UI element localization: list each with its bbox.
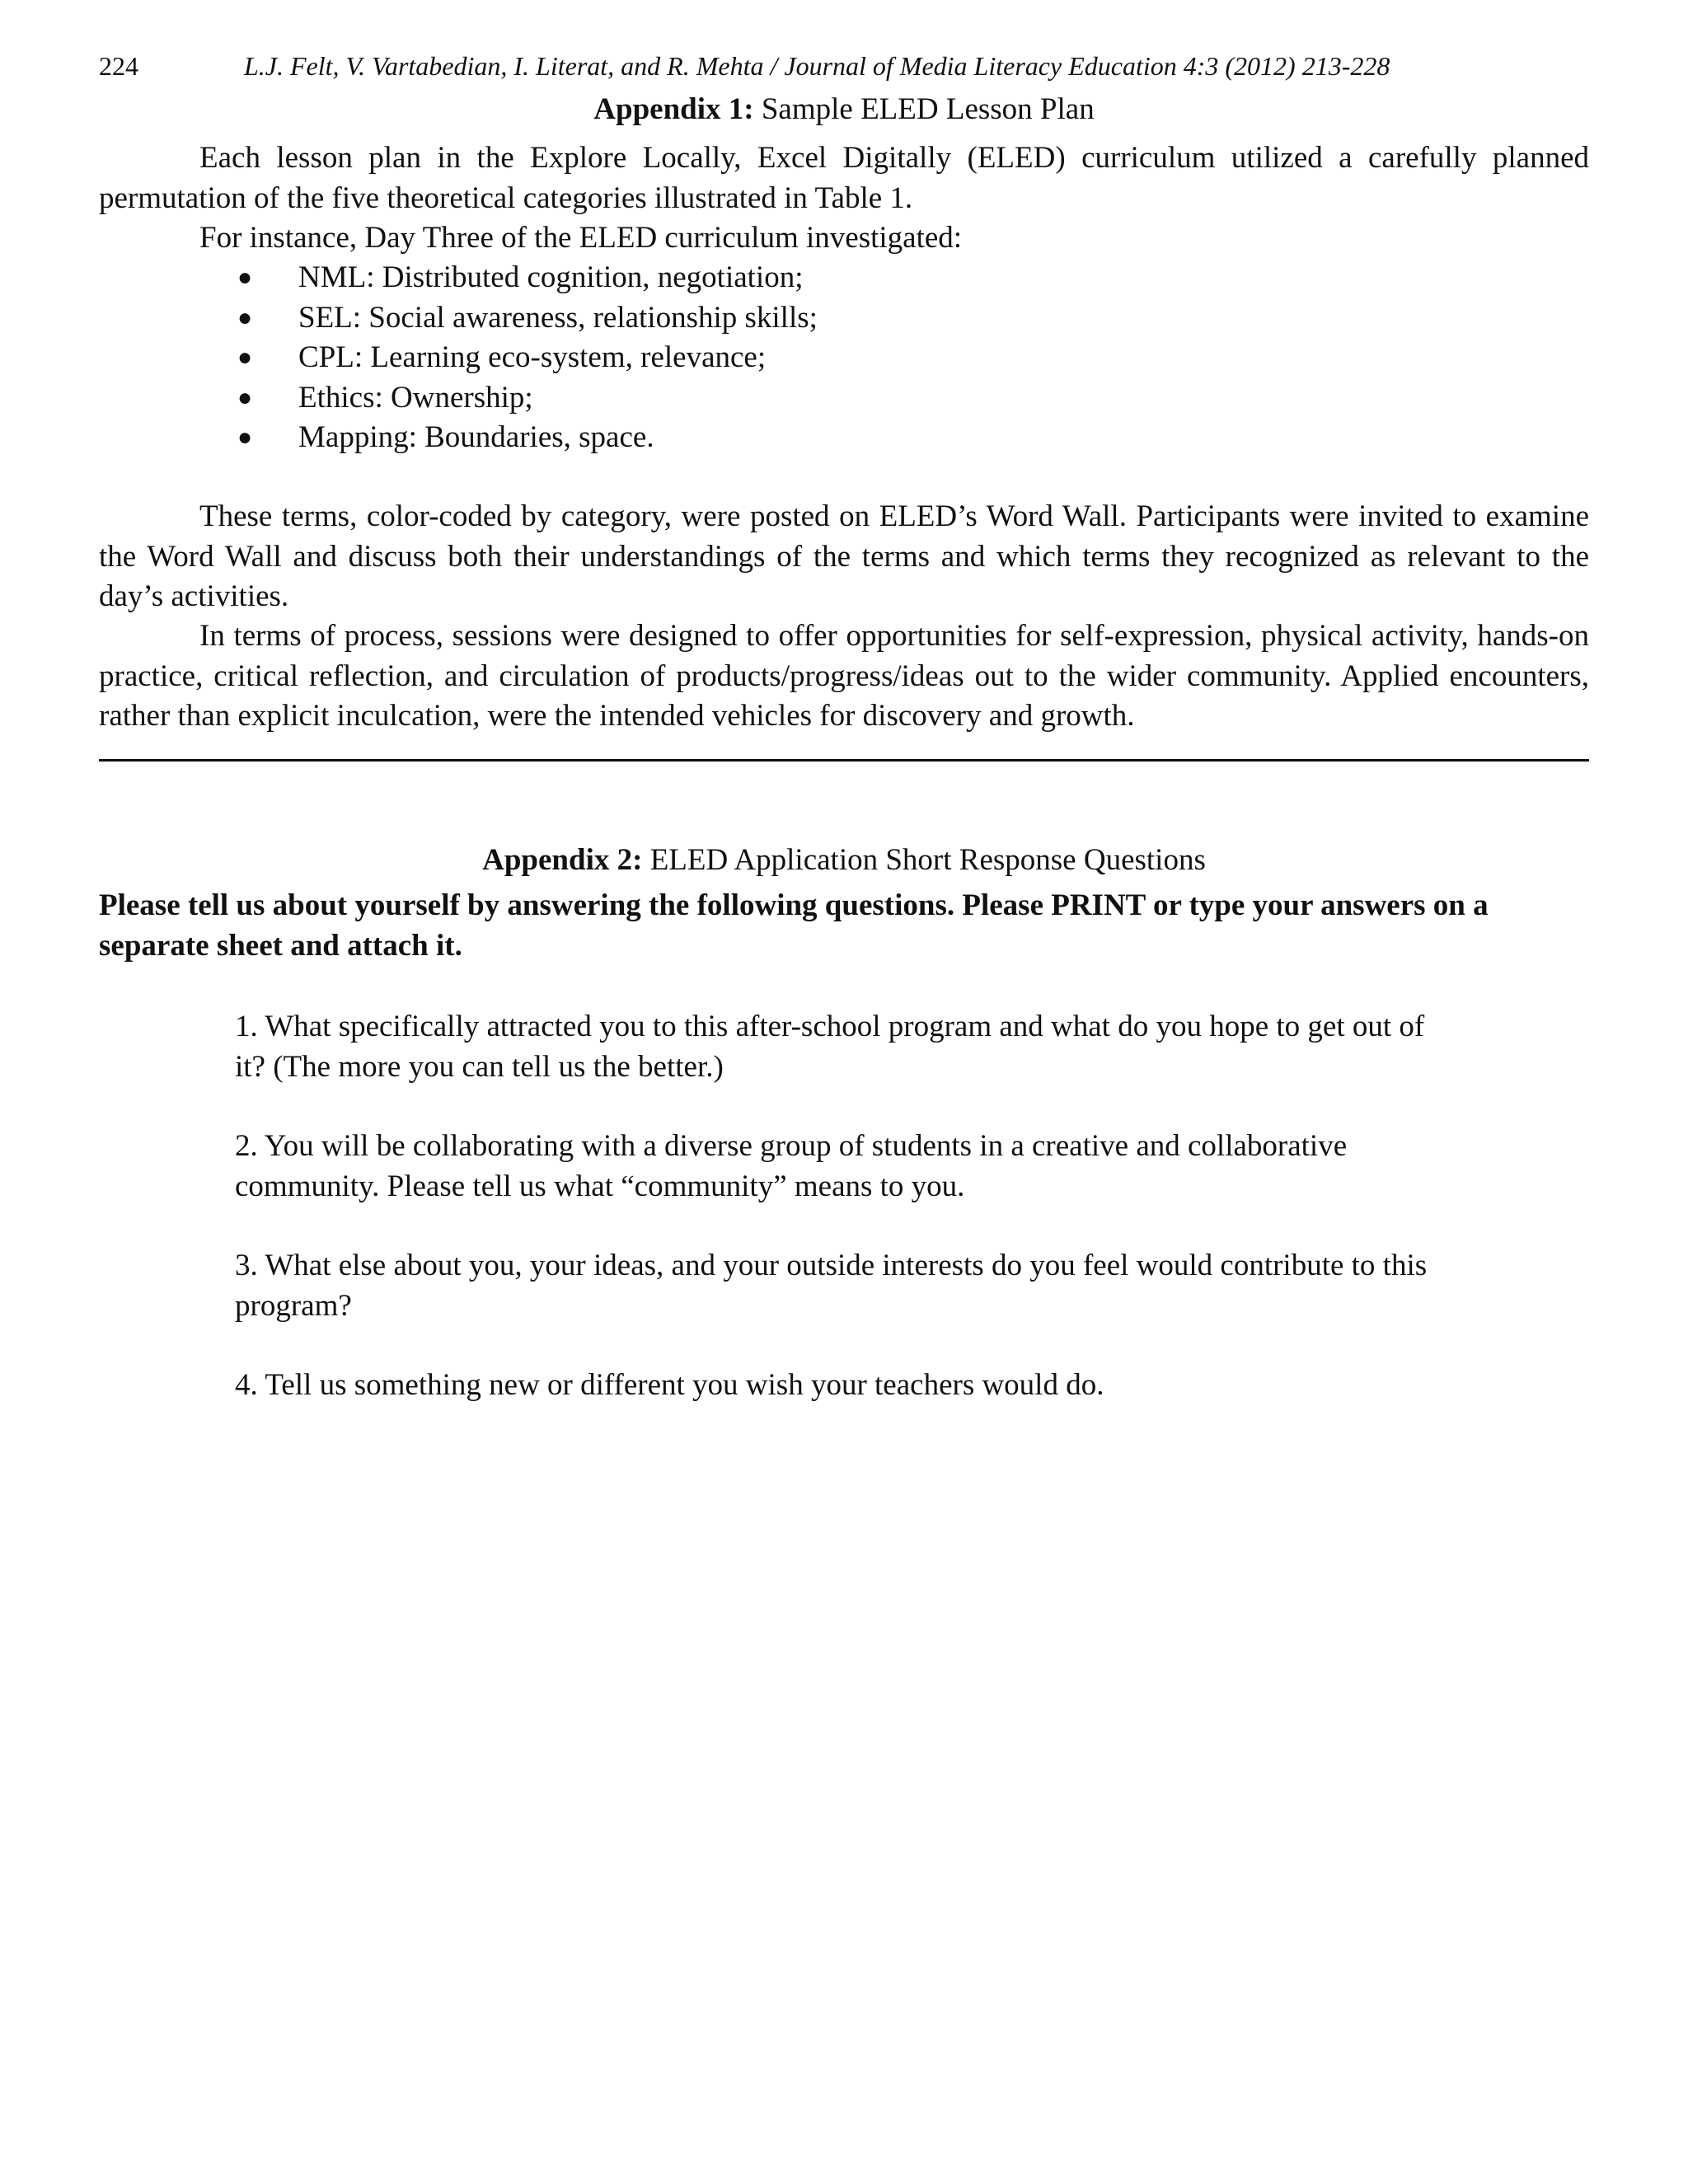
appendix2-instructions: Please tell us about yourself by answering the following questions. Please PRINT or type your answers on a separate sheet and attach it.: [99, 888, 1489, 963]
page-number: 224: [99, 51, 138, 81]
appendix1-bullet-list: [99, 258, 1589, 458]
appendix1-lead-in: For instance, Day Three of the ELED curriculum investigated:: [199, 221, 963, 255]
question-4: 4. Tell us something new or different you wish your teachers would do.: [235, 1368, 1104, 1402]
section-divider: [99, 759, 1589, 762]
list-item: ● SEL: Social awareness, relationship skills;: [99, 298, 1589, 339]
list-item: ● CPL: Learning eco-system, relevance;: [99, 338, 1589, 378]
appendix2-title: ELED Application Short Response Questions: [649, 843, 1206, 877]
bullet-icon: ●: [237, 303, 253, 331]
appendix2-label: Appendix 2:: [482, 843, 643, 877]
list-item: ● Mapping: Boundaries, space.: [99, 418, 1589, 458]
bullet-icon: ●: [237, 383, 253, 411]
page-header: [99, 48, 1582, 84]
appendix1-paragraph-word-wall: These terms, color-coded by category, were posted on ELED’s Word Wall. Participants were invited to examine the Word Wall and discuss both their understandings of the terms and which terms they recognized as relevant to the day’s activities.: [99, 499, 1589, 613]
appendix1-heading: [99, 90, 1589, 129]
appendix2-heading: [99, 841, 1589, 880]
running-head: L.J. Felt, V. Vartabedian, I. Literat, and R. Mehta / Journal of Media Literacy Education 4:3 (2012) 213-228: [244, 51, 1390, 81]
appendix1-label: Appendix 1:: [593, 92, 754, 126]
question-2: 2. You will be collaborating with a diverse group of students in a creative and collaborative community. Please tell us what “community” means to you.: [235, 1129, 1348, 1203]
bullet-icon: ●: [237, 264, 253, 291]
list-item: ● NML: Distributed cognition, negotiation;: [99, 258, 1589, 298]
question-1: 1. What specifically attracted you to this after-school program and what do you hope to get out of it? (The more you can tell us the better.): [235, 1010, 1425, 1084]
appendix1-title: Sample ELED Lesson Plan: [761, 92, 1095, 126]
appendix1-intro: Each lesson plan in the Explore Locally, Excel Digitally (ELED) curriculum utilized a carefully planned permutation of the five theoretical categories illustrated in Table 1.: [99, 141, 1589, 215]
bullet-icon: ●: [237, 344, 253, 371]
bullet-icon: ●: [237, 424, 253, 451]
question-3: 3. What else about you, your ideas, and your outside interests do you feel would contribute to this program?: [235, 1249, 1428, 1323]
list-item: ● Ethics: Ownership;: [99, 378, 1589, 419]
appendix1-paragraph-process: In terms of process, sessions were designed to offer opportunities for self-expression, physical activity, hands-on practice, critical reflection, and circulation of products/progress/ideas out to the wider community. Applied encounters, rather than explicit inculcation, were the intended vehicles for discovery and growth.: [99, 619, 1589, 733]
